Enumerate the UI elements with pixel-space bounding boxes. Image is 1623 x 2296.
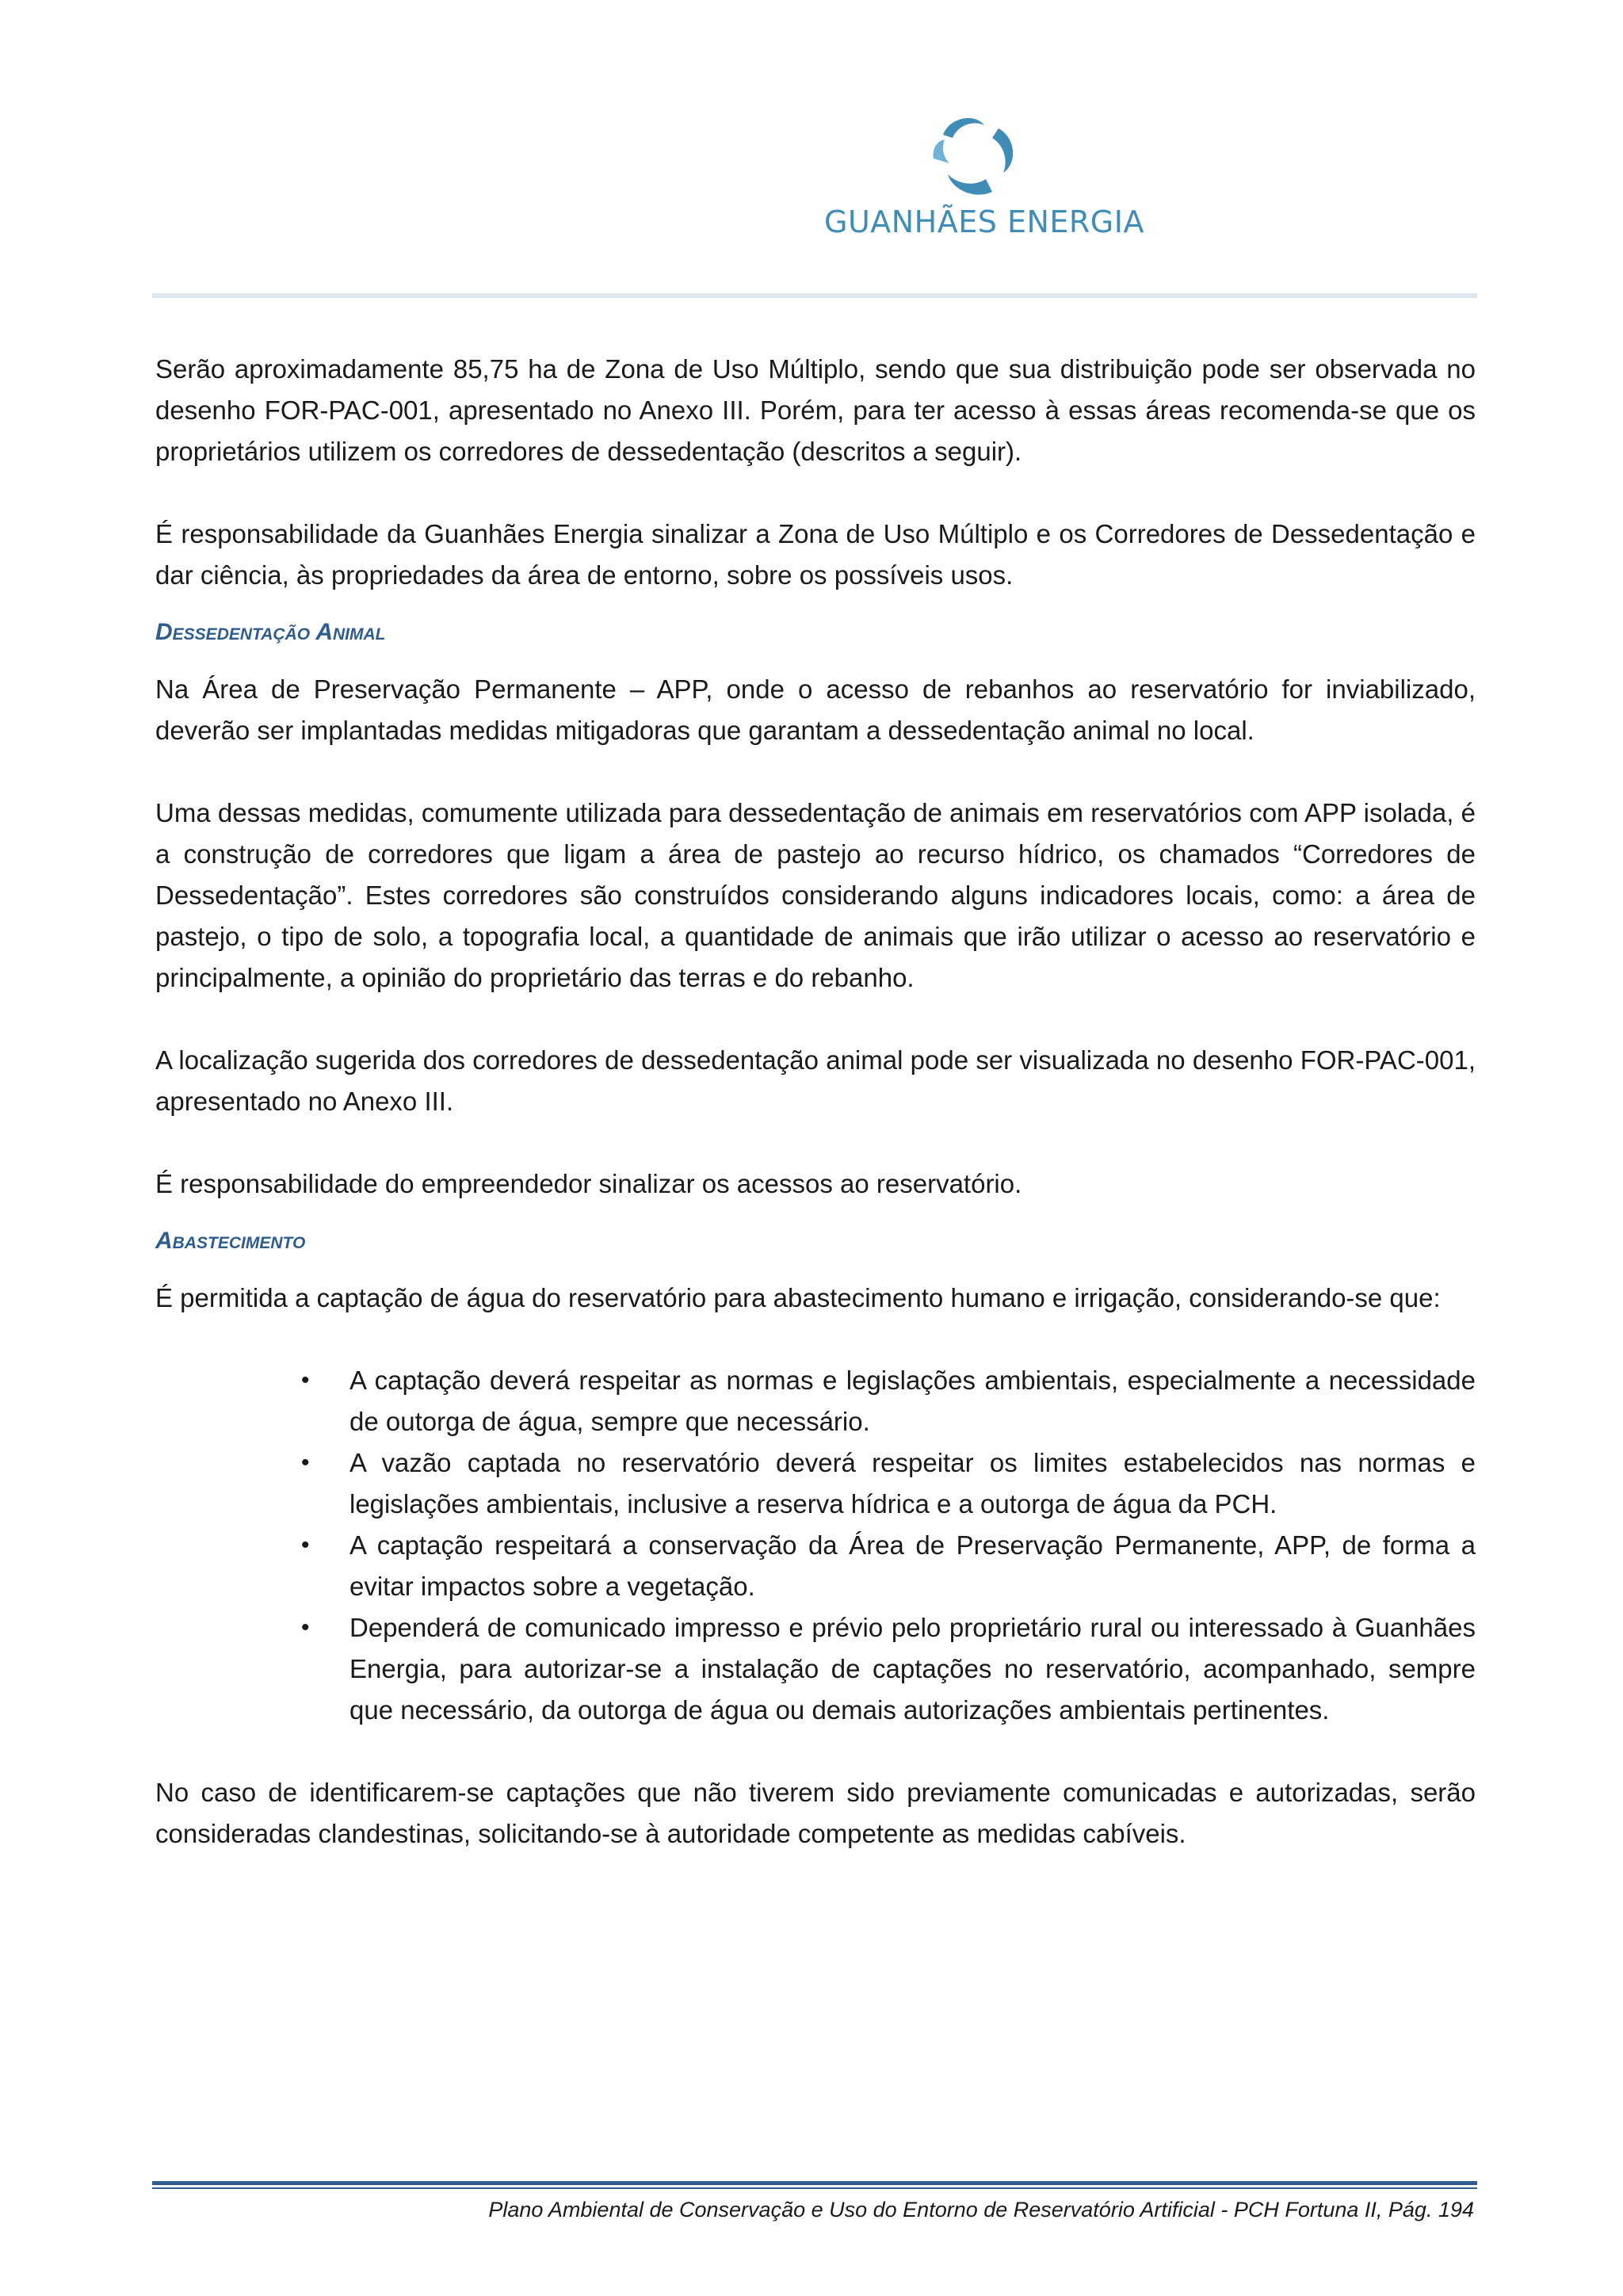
list-item-text: A captação deverá respeitar as normas e legislações ambientais, especialmente a necessidade de outorga de água, sempre que necessário. [349, 1366, 1476, 1436]
list-item-text: A captação respeitará a conservação da Área de Preservação Permanente, APP, de forma a evitar impactos sobre a vegetação. [349, 1530, 1476, 1601]
bullet-icon: • [301, 1450, 310, 1476]
paragraph-captacao-permitida: É permitida a captação de água do reservatório para abastecimento humano e irrigação, considerando-se que: [155, 1283, 1441, 1312]
list-item-text: A vazão captada no reservatório deverá respeitar os limites estabelecidos nas normas e legislações ambientais, inclusive a reserva hídrica e a outorga de água da PCH. [349, 1448, 1476, 1519]
document-body [155, 349, 1476, 1855]
bullet-list-captacao [155, 1360, 1476, 1731]
bullet-icon: • [301, 1614, 310, 1641]
paragraph-app-rebanhos: Na Área de Preservação Permanente – APP, onde o acesso de rebanhos ao reservatório for inviabilizado, deverão ser implantadas medidas mitigadoras que garantam a dessedentação animal no local. [155, 674, 1476, 745]
paragraph-responsabilidade-acessos: É responsabilidade do empreendedor sinalizar os acessos ao reservatório. [155, 1169, 1022, 1198]
list-item [155, 1525, 1476, 1607]
page-footer: Plano Ambiental de Conservação e Uso do Entorno de Reservatório Artificial - PCH Fortuna II, Pág. 194 [488, 2198, 1474, 2222]
list-item-text: Dependerá de comunicado impresso e prévio pelo proprietário rural ou interessado à Guanhães Energia, para autorizar-se a instalação de captações no reservatório, acompanhado, sempre que necessário, da outorga de água ou demais autorizações ambientais pertinentes. [349, 1613, 1476, 1725]
section-heading-dessedentacao: Dessedentação Animal [155, 619, 386, 645]
list-item [155, 1360, 1476, 1442]
paragraph-captacoes-clandestinas: No caso de identificarem-se captações que não tiverem sido previamente comunicadas e autorizadas, serão consideradas clandestinas, solicitando-se à autoridade competente as medidas cabíveis. [155, 1778, 1476, 1848]
list-item [155, 1607, 1476, 1731]
header-divider [152, 293, 1477, 298]
section-heading-abastecimento: Abastecimento [155, 1228, 306, 1254]
logo-swirl-icon [926, 111, 1021, 198]
footer-divider-thick [152, 2181, 1477, 2185]
footer-divider-thin [152, 2187, 1477, 2189]
paragraph-localizacao-corredores: A localização sugerida dos corredores de dessedentação animal pode ser visualizada no desenho FOR-PAC-001, apresentado no Anexo III. [155, 1045, 1476, 1116]
paragraph-corredores: Uma dessas medidas, comumente utilizada para dessedentação de animais em reservatórios com APP isolada, é a construção de corredores que ligam a área de pastejo ao recurso hídrico, os chamados “Corredores de Dessedentação”. Estes corredores são construídos considerando alguns indicadores locais, como: a área de pastejo, o tipo de solo, a topografia local, a quantidade de animais que irão utilizar o acesso ao reservatório e principalmente, a opinião do proprietário das terras e do rebanho. [155, 798, 1476, 992]
paragraph-zona-uso-multiplo: Serão aproximadamente 85,75 ha de Zona de Uso Múltiplo, sendo que sua distribuição pode ser observada no desenho FOR-PAC-001, apresentado no Anexo III. Porém, para ter acesso à essas áreas recomenda-se que os proprietários utilizem os corredores de dessedentação (descritos a seguir). [155, 354, 1476, 466]
list-item [155, 1442, 1476, 1525]
company-logo [824, 111, 1144, 246]
bullet-icon: • [301, 1367, 310, 1393]
paragraph-responsabilidade-sinalizacao: É responsabilidade da Guanhães Energia sinalizar a Zona de Uso Múltiplo e os Corredores de Dessedentação e dar ciência, às propriedades da área de entorno, sobre os possíveis usos. [155, 519, 1476, 590]
bullet-icon: • [301, 1532, 310, 1558]
logo-text: GUANHÃES ENERGIA [824, 204, 1144, 239]
